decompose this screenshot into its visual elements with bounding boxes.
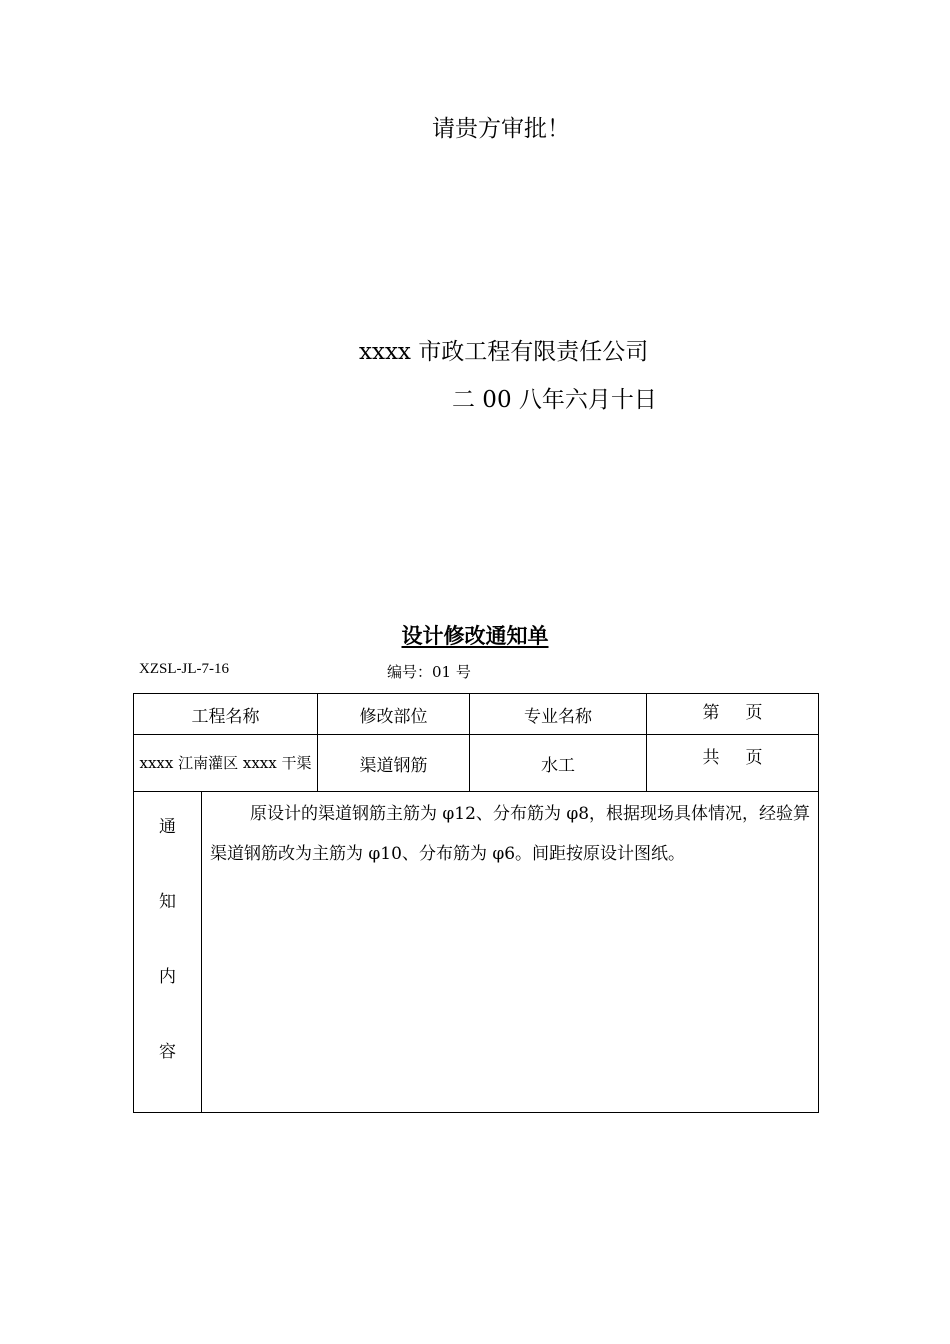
notice-content-text: 原设计的渠道钢筋主筋为 φ12、分布筋为 φ8，根据现场具体情况，经验算渠道钢筋改为主筋为 φ10、分布筋为 φ6。间距按原设计图纸。 [210, 804, 811, 864]
content-label-char: 知 [159, 892, 176, 912]
notice-title-text: 设计修改通知单 [401, 623, 549, 648]
content-row [134, 792, 819, 1113]
company-name: xxxx 市政工程有限责任公司 [359, 339, 649, 365]
letter-date: 二 00 八年六月十日 [452, 387, 657, 413]
header-specialty: 专业名称 [470, 694, 647, 735]
form-code: XZSL-JL-7-16 [139, 661, 229, 677]
header-project-name: 工程名称 [134, 694, 318, 735]
total-label-b: 页 [745, 748, 763, 768]
notice-title [0, 620, 950, 650]
notice-content [202, 792, 819, 1113]
value-row [134, 735, 819, 792]
content-label-char: 内 [159, 967, 176, 987]
approval-request: 请贵方审批！ [432, 116, 570, 142]
content-label [134, 792, 202, 1113]
page-label-a: 第 [702, 703, 720, 723]
content-label-char: 容 [159, 1042, 176, 1062]
serial-number: 编号：01 号 [387, 663, 471, 681]
notice-table [133, 693, 819, 1113]
project-name-value: xxxx 江南灌区 xxxx 干渠 [134, 735, 318, 792]
header-modified-part: 修改部位 [318, 694, 470, 735]
total-label-a: 共 [702, 748, 720, 768]
modified-part-value: 渠道钢筋 [318, 735, 470, 792]
page-label-b: 页 [745, 703, 763, 723]
content-label-char: 通 [159, 817, 176, 837]
header-page-number [647, 694, 819, 735]
specialty-value: 水工 [470, 735, 647, 792]
header-row [134, 694, 819, 735]
total-pages [647, 735, 819, 792]
